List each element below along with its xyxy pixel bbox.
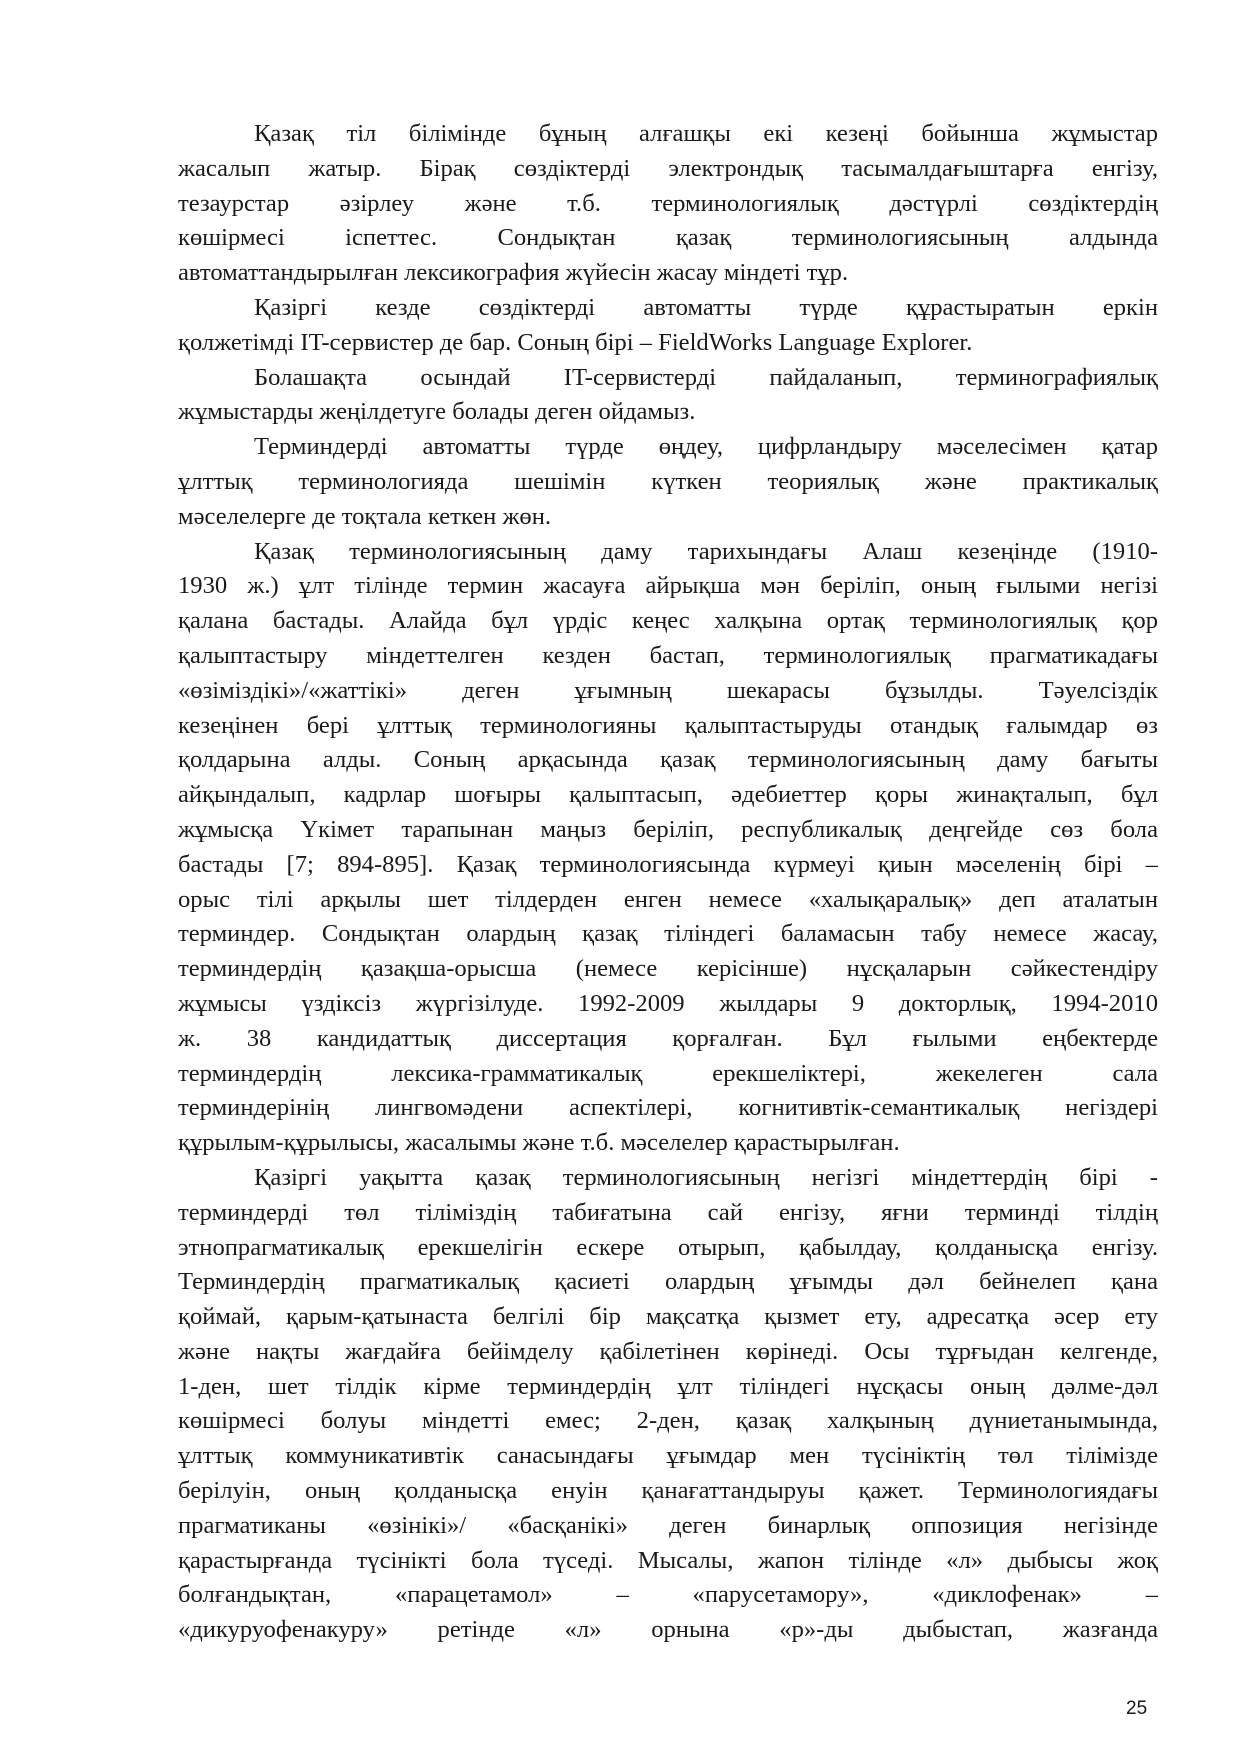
- text-line: берілуін, оның қолданысқа енуін қанағаттандыруы қажет. Терминологиядағы: [178, 1477, 1158, 1505]
- text-line: қалыптастыру міндеттелген кезден бастап, терминологиялық прагматикадағы: [178, 641, 1158, 669]
- text-line: Қазақ терминологиясының даму тарихындағы Алаш кезеңінде (1910-: [254, 537, 1158, 565]
- text-line: Қазақ тіл білімінде бұның алғашқы екі кезеңі бойынша жұмыстар: [254, 120, 1158, 147]
- text-line: мәселелерге де тоқтала кеткен жөн.: [178, 502, 552, 530]
- text-line: бастады [7; 894-895]. Қазақ терминологиясында күрмеуі қиын мәселенің бірі –: [178, 850, 1158, 878]
- text-line: терминдердің қазақша-орысша (немесе керісінше) нұсқаларын сәйкестендіру: [178, 955, 1158, 983]
- body-text: [178, 117, 1158, 1648]
- text-line: құрылым-құрылысы, жасалымы және т.б. мәселелер қарастырылған.: [178, 1129, 900, 1157]
- text-line: көшірмесі іспеттес. Сондықтан қазақ терминологиясының алдында: [178, 224, 1158, 252]
- text-line: жұмысы үздіксіз жүргізілуде. 1992-2009 жылдары 9 докторлық, 1994-2010: [178, 989, 1158, 1017]
- text-line: жұмысқа Үкімет тарапынан маңыз беріліп, республикалық деңгейде сөз бола: [178, 815, 1158, 843]
- text-line: орыс тілі арқылы шет тілдерден енген немесе «халықаралық» деп аталатын: [178, 885, 1158, 913]
- text-line: «дикуруофенакуру» ретінде «л» орнына «р»-ды дыбыстап, жазғанда: [178, 1616, 1158, 1644]
- text-line: ұлттық терминологияда шешімін күткен теориялық және практикалық: [178, 467, 1158, 495]
- text-line: айқындалып, кадрлар шоғыры қалыптасып, әдебиеттер қоры жинақталып, бұл: [178, 781, 1158, 809]
- text-line: қарастырғанда түсінікті бола түседі. Мысалы, жапон тілінде «л» дыбысы жоқ: [178, 1546, 1158, 1574]
- text-line: көшірмесі болуы міндетті емес; 2-ден, қазақ халқының дүниетанымында,: [178, 1407, 1158, 1435]
- text-line: 1930 ж.) ұлт тілінде термин жасауға айрықша мән беріліп, оның ғылыми негізі: [178, 572, 1158, 600]
- text-line: болғандықтан, «парацетамол» – «парусетамору», «диклофенак» –: [178, 1581, 1158, 1609]
- text-line: этнопрагматикалық ерекшелігін ескере отырып, қабылдау, қолданысқа енгізу.: [178, 1233, 1158, 1261]
- text-line: терминдер. Сондықтан олардың қазақ тіліндегі баламасын табу немесе жасау,: [178, 920, 1158, 948]
- text-line: ж. 38 кандидаттық диссертация қорғалған. Бұл ғылыми еңбектерде: [178, 1024, 1158, 1052]
- text-line: Терминдерді автоматты түрде өңдеу, цифрландыру мәселесімен қатар: [254, 433, 1158, 461]
- text-line: терминдерінің лингвомәдени аспектілері, когнитивтік-семантикалық негіздері: [178, 1094, 1158, 1122]
- text-line: терминдерді төл тіліміздің табиғатына сай енгізу, яғни терминді тілдің: [178, 1198, 1158, 1226]
- text-line: және нақты жағдайға бейімделу қабілетінен көрінеді. Осы тұрғыдан келгенде,: [178, 1337, 1158, 1365]
- text-line: қолжетімді IT-сервистер де бар. Соның бірі – FieldWorks Language Explorer.: [178, 328, 973, 356]
- text-line: 1-ден, шет тілдік кірме терминдердің ұлт тіліндегі нұсқасы оның дәлме-дәл: [178, 1372, 1158, 1400]
- text-line: Қазіргі уақытта қазақ терминологиясының негізгі міндеттердің бірі -: [254, 1163, 1158, 1191]
- text-line: прагматиканы «өзінікі»/ «басқанікі» деген бинарлық оппозиция негізінде: [178, 1511, 1158, 1539]
- text-line: Болашақта осындай IT-сервистерді пайдаланып, терминографиялық: [254, 363, 1158, 391]
- text-line: жасалып жатыр. Бірақ сөздіктерді электрондық тасымалдағыштарға енгізу,: [178, 154, 1158, 182]
- text-line: Терминдердің прагматикалық қасиеті олардың ұғымды дәл бейнелеп қана: [178, 1268, 1158, 1296]
- text-line: жұмыстарды жеңілдетуге болады деген ойдамыз.: [178, 398, 696, 426]
- text-line: Қазіргі кезде сөздіктерді автоматты түрде құрастыратын еркін: [254, 293, 1158, 321]
- text-line: «өзіміздікі»/«жаттікі» деген ұғымның шекарасы бұзылды. Тәуелсіздік: [178, 676, 1158, 704]
- text-line: тезаурстар әзірлеу және т.б. терминологиялық дәстүрлі сөздіктердің: [178, 189, 1158, 217]
- text-line: қолдарына алды. Соның арқасында қазақ терминологиясының даму бағыты: [178, 746, 1158, 774]
- text-line: қалана бастады. Алайда бұл үрдіс кеңес халқына ортақ терминологиялық қор: [178, 607, 1158, 635]
- page-number: 25: [1126, 1698, 1148, 1719]
- text-line: автоматтандырылған лексикография жүйесін жасау міндеті тұр.: [178, 259, 849, 287]
- text-line: ұлттық коммуникативтік санасындағы ұғымдар мен түсініктің төл тілімізде: [178, 1442, 1158, 1470]
- text-line: қоймай, қарым-қатынаста белгілі бір мақсатқа қызмет ету, адресатқа әсер ету: [178, 1303, 1158, 1331]
- text-line: терминдердің лексика-грамматикалық ерекшеліктері, жекелеген сала: [178, 1059, 1158, 1087]
- text-line: кезеңінен бері ұлттық терминологияны қалыптастыруды отандық ғалымдар өз: [178, 711, 1158, 739]
